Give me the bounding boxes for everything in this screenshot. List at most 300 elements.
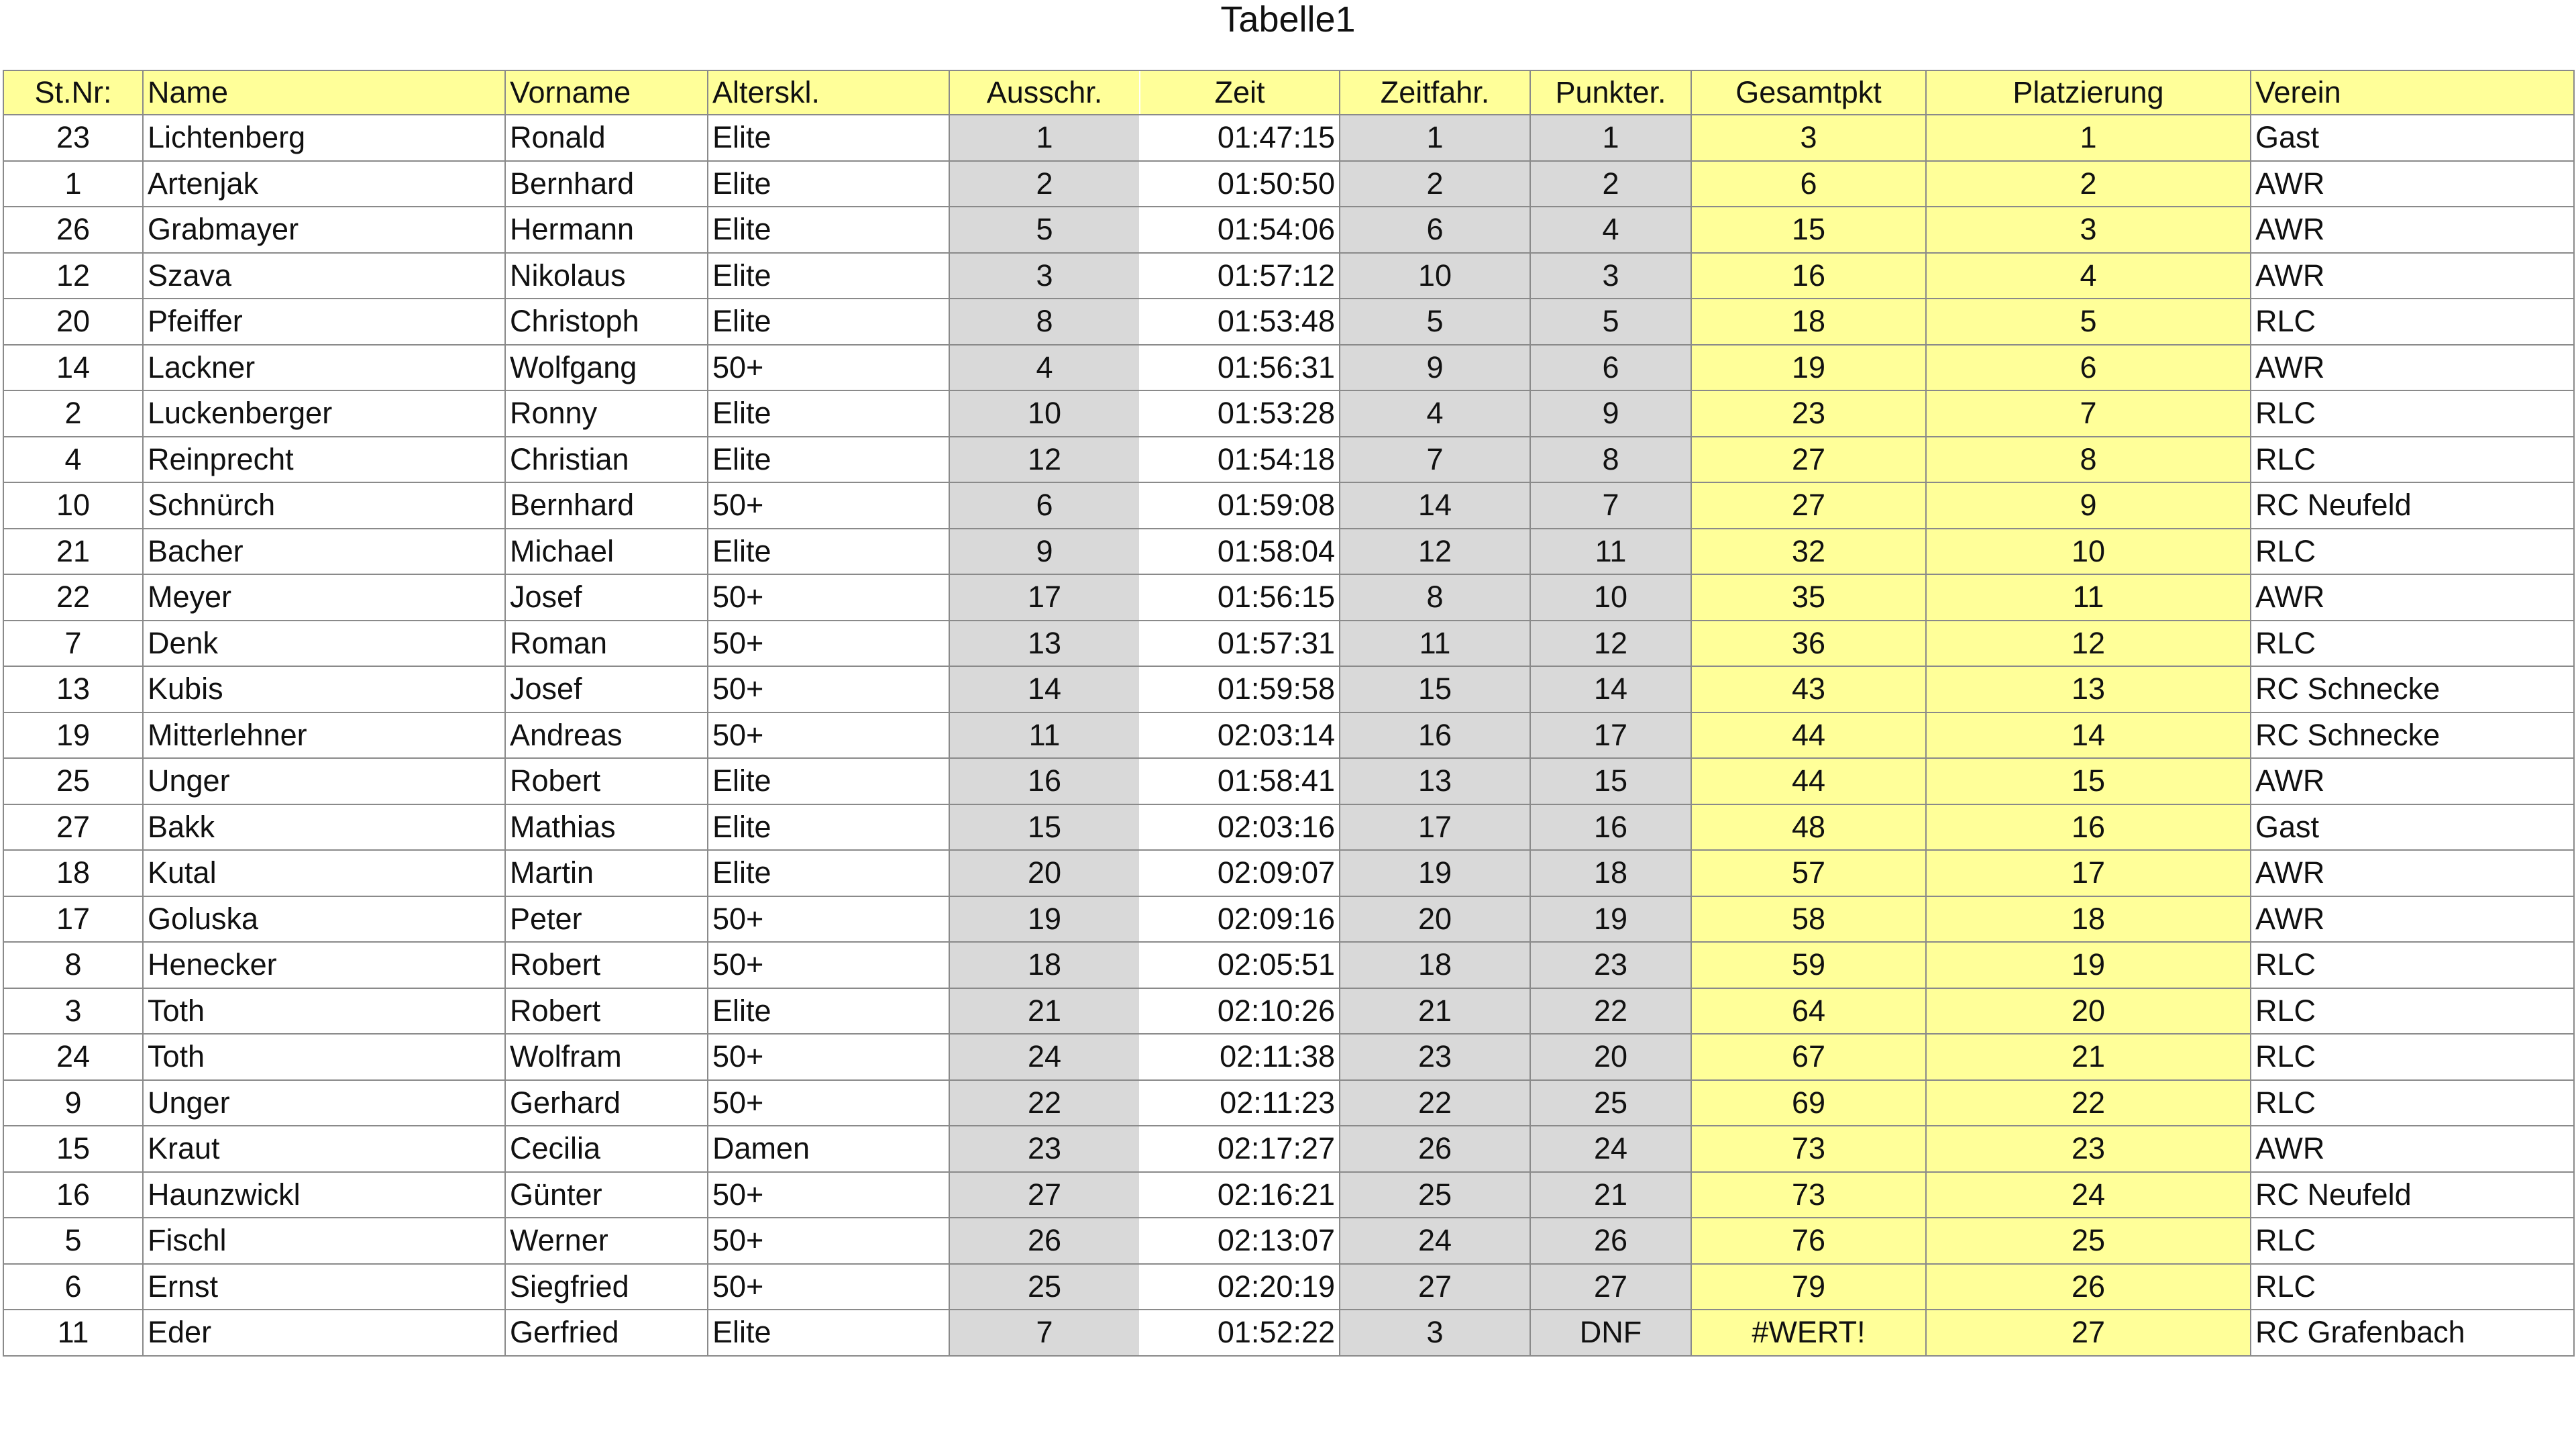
cell-name[interactable]: Mitterlehner — [143, 712, 505, 759]
cell-verein[interactable]: AWR — [2251, 574, 2574, 621]
cell-platzierung[interactable]: 26 — [1926, 1264, 2251, 1310]
cell-platzierung[interactable]: 1 — [1926, 115, 2251, 161]
cell-verein[interactable]: AWR — [2251, 850, 2574, 896]
cell-stnr[interactable]: 6 — [3, 1264, 143, 1310]
cell-alterskl[interactable]: Elite — [708, 988, 949, 1035]
cell-platzierung[interactable]: 19 — [1926, 942, 2251, 988]
cell-name[interactable]: Bacher — [143, 529, 505, 575]
cell-punkter[interactable]: 3 — [1530, 253, 1691, 299]
cell-stnr[interactable]: 7 — [3, 621, 143, 667]
cell-ausschr[interactable]: 14 — [949, 666, 1140, 712]
cell-ausschr[interactable]: 17 — [949, 574, 1140, 621]
cell-stnr[interactable]: 25 — [3, 758, 143, 804]
cell-vorname[interactable]: Gerhard — [505, 1080, 708, 1126]
cell-name[interactable]: Pfeiffer — [143, 299, 505, 345]
cell-zeitfahr[interactable]: 14 — [1340, 482, 1530, 529]
cell-ausschr[interactable]: 12 — [949, 437, 1140, 483]
cell-gesamtpkt[interactable]: 32 — [1691, 529, 1926, 575]
cell-vorname[interactable]: Günter — [505, 1172, 708, 1218]
cell-ausschr[interactable]: 3 — [949, 253, 1140, 299]
cell-zeit[interactable]: 01:53:28 — [1140, 390, 1340, 437]
cell-zeitfahr[interactable]: 16 — [1340, 712, 1530, 759]
cell-name[interactable]: Denk — [143, 621, 505, 667]
cell-gesamtpkt[interactable]: 48 — [1691, 804, 1926, 851]
cell-ausschr[interactable]: 21 — [949, 988, 1140, 1035]
cell-platzierung[interactable]: 4 — [1926, 253, 2251, 299]
cell-verein[interactable]: Gast — [2251, 804, 2574, 851]
cell-alterskl[interactable]: Elite — [708, 758, 949, 804]
cell-zeitfahr[interactable]: 7 — [1340, 437, 1530, 483]
cell-platzierung[interactable]: 17 — [1926, 850, 2251, 896]
cell-punkter[interactable]: 6 — [1530, 345, 1691, 391]
cell-alterskl[interactable]: Elite — [708, 207, 949, 253]
cell-zeit[interactable]: 02:17:27 — [1140, 1126, 1340, 1172]
cell-verein[interactable]: AWR — [2251, 161, 2574, 207]
cell-zeit[interactable]: 02:13:07 — [1140, 1218, 1340, 1264]
cell-gesamtpkt[interactable]: 73 — [1691, 1126, 1926, 1172]
cell-vorname[interactable]: Roman — [505, 621, 708, 667]
cell-punkter[interactable]: 12 — [1530, 621, 1691, 667]
cell-vorname[interactable]: Andreas — [505, 712, 708, 759]
cell-gesamtpkt[interactable]: 64 — [1691, 988, 1926, 1035]
cell-zeitfahr[interactable]: 8 — [1340, 574, 1530, 621]
cell-punkter[interactable]: 7 — [1530, 482, 1691, 529]
col-header-stnr[interactable]: St.Nr: — [3, 70, 143, 115]
cell-ausschr[interactable]: 19 — [949, 896, 1140, 943]
cell-stnr[interactable]: 17 — [3, 896, 143, 943]
col-header-ausschr[interactable]: Ausschr. — [949, 70, 1140, 115]
cell-alterskl[interactable]: 50+ — [708, 1264, 949, 1310]
cell-gesamtpkt[interactable]: 73 — [1691, 1172, 1926, 1218]
cell-alterskl[interactable]: Elite — [708, 253, 949, 299]
cell-verein[interactable]: RC Schnecke — [2251, 666, 2574, 712]
cell-name[interactable]: Toth — [143, 988, 505, 1035]
cell-ausschr[interactable]: 7 — [949, 1310, 1140, 1356]
cell-gesamtpkt[interactable]: 79 — [1691, 1264, 1926, 1310]
cell-stnr[interactable]: 3 — [3, 988, 143, 1035]
cell-vorname[interactable]: Robert — [505, 942, 708, 988]
cell-punkter[interactable]: 4 — [1530, 207, 1691, 253]
cell-platzierung[interactable]: 24 — [1926, 1172, 2251, 1218]
cell-platzierung[interactable]: 14 — [1926, 712, 2251, 759]
cell-zeit[interactable]: 01:50:50 — [1140, 161, 1340, 207]
cell-punkter[interactable]: 10 — [1530, 574, 1691, 621]
cell-ausschr[interactable]: 11 — [949, 712, 1140, 759]
cell-gesamtpkt[interactable]: 69 — [1691, 1080, 1926, 1126]
cell-zeitfahr[interactable]: 2 — [1340, 161, 1530, 207]
cell-stnr[interactable]: 1 — [3, 161, 143, 207]
cell-ausschr[interactable]: 23 — [949, 1126, 1140, 1172]
cell-punkter[interactable]: 9 — [1530, 390, 1691, 437]
cell-zeitfahr[interactable]: 27 — [1340, 1264, 1530, 1310]
cell-stnr[interactable]: 5 — [3, 1218, 143, 1264]
cell-punkter[interactable]: DNF — [1530, 1310, 1691, 1356]
cell-alterskl[interactable]: Elite — [708, 115, 949, 161]
cell-platzierung[interactable]: 27 — [1926, 1310, 2251, 1356]
cell-verein[interactable]: RC Neufeld — [2251, 482, 2574, 529]
cell-alterskl[interactable]: 50+ — [708, 482, 949, 529]
cell-gesamtpkt[interactable]: 3 — [1691, 115, 1926, 161]
cell-alterskl[interactable]: 50+ — [708, 666, 949, 712]
cell-alterskl[interactable]: Elite — [708, 529, 949, 575]
cell-platzierung[interactable]: 18 — [1926, 896, 2251, 943]
cell-alterskl[interactable]: 50+ — [708, 345, 949, 391]
cell-zeit[interactable]: 01:59:08 — [1140, 482, 1340, 529]
cell-punkter[interactable]: 16 — [1530, 804, 1691, 851]
cell-zeit[interactable]: 02:20:19 — [1140, 1264, 1340, 1310]
cell-gesamtpkt[interactable]: 16 — [1691, 253, 1926, 299]
cell-punkter[interactable]: 25 — [1530, 1080, 1691, 1126]
cell-name[interactable]: Lackner — [143, 345, 505, 391]
cell-zeitfahr[interactable]: 15 — [1340, 666, 1530, 712]
cell-ausschr[interactable]: 24 — [949, 1034, 1140, 1080]
cell-stnr[interactable]: 12 — [3, 253, 143, 299]
cell-ausschr[interactable]: 5 — [949, 207, 1140, 253]
cell-ausschr[interactable]: 26 — [949, 1218, 1140, 1264]
cell-gesamtpkt[interactable]: 27 — [1691, 437, 1926, 483]
cell-zeitfahr[interactable]: 4 — [1340, 390, 1530, 437]
cell-vorname[interactable]: Ronny — [505, 390, 708, 437]
cell-zeit[interactable]: 01:57:31 — [1140, 621, 1340, 667]
cell-name[interactable]: Goluska — [143, 896, 505, 943]
cell-vorname[interactable]: Josef — [505, 666, 708, 712]
cell-ausschr[interactable]: 8 — [949, 299, 1140, 345]
cell-verein[interactable]: AWR — [2251, 207, 2574, 253]
cell-platzierung[interactable]: 6 — [1926, 345, 2251, 391]
cell-vorname[interactable]: Siegfried — [505, 1264, 708, 1310]
cell-zeitfahr[interactable]: 25 — [1340, 1172, 1530, 1218]
col-header-gesamtpkt[interactable]: Gesamtpkt — [1691, 70, 1926, 115]
cell-punkter[interactable]: 27 — [1530, 1264, 1691, 1310]
cell-name[interactable]: Bakk — [143, 804, 505, 851]
cell-platzierung[interactable]: 11 — [1926, 574, 2251, 621]
cell-gesamtpkt[interactable]: 15 — [1691, 207, 1926, 253]
cell-name[interactable]: Haunzwickl — [143, 1172, 505, 1218]
cell-name[interactable]: Fischl — [143, 1218, 505, 1264]
cell-punkter[interactable]: 5 — [1530, 299, 1691, 345]
cell-stnr[interactable]: 18 — [3, 850, 143, 896]
cell-name[interactable]: Luckenberger — [143, 390, 505, 437]
cell-name[interactable]: Kraut — [143, 1126, 505, 1172]
cell-name[interactable]: Artenjak — [143, 161, 505, 207]
cell-zeit[interactable]: 01:57:12 — [1140, 253, 1340, 299]
cell-vorname[interactable]: Mathias — [505, 804, 708, 851]
cell-name[interactable]: Grabmayer — [143, 207, 505, 253]
cell-stnr[interactable]: 16 — [3, 1172, 143, 1218]
cell-vorname[interactable]: Hermann — [505, 207, 708, 253]
cell-zeitfahr[interactable]: 5 — [1340, 299, 1530, 345]
cell-alterskl[interactable]: 50+ — [708, 621, 949, 667]
cell-punkter[interactable]: 18 — [1530, 850, 1691, 896]
cell-zeitfahr[interactable]: 18 — [1340, 942, 1530, 988]
cell-stnr[interactable]: 11 — [3, 1310, 143, 1356]
cell-name[interactable]: Ernst — [143, 1264, 505, 1310]
cell-stnr[interactable]: 26 — [3, 207, 143, 253]
cell-zeitfahr[interactable]: 3 — [1340, 1310, 1530, 1356]
cell-verein[interactable]: RLC — [2251, 988, 2574, 1035]
cell-vorname[interactable]: Gerfried — [505, 1310, 708, 1356]
cell-verein[interactable]: Gast — [2251, 115, 2574, 161]
cell-gesamtpkt[interactable]: 36 — [1691, 621, 1926, 667]
cell-zeit[interactable]: 01:56:31 — [1140, 345, 1340, 391]
cell-gesamtpkt[interactable]: 19 — [1691, 345, 1926, 391]
cell-verein[interactable]: RLC — [2251, 1034, 2574, 1080]
cell-vorname[interactable]: Cecilia — [505, 1126, 708, 1172]
cell-stnr[interactable]: 27 — [3, 804, 143, 851]
cell-stnr[interactable]: 9 — [3, 1080, 143, 1126]
cell-gesamtpkt[interactable]: 44 — [1691, 758, 1926, 804]
cell-verein[interactable]: RLC — [2251, 299, 2574, 345]
cell-name[interactable]: Toth — [143, 1034, 505, 1080]
col-header-alterskl[interactable]: Alterskl. — [708, 70, 949, 115]
cell-verein[interactable]: RLC — [2251, 437, 2574, 483]
cell-vorname[interactable]: Wolfgang — [505, 345, 708, 391]
cell-alterskl[interactable]: Elite — [708, 1310, 949, 1356]
cell-stnr[interactable]: 21 — [3, 529, 143, 575]
cell-gesamtpkt[interactable]: 76 — [1691, 1218, 1926, 1264]
cell-alterskl[interactable]: Elite — [708, 299, 949, 345]
cell-name[interactable]: Unger — [143, 758, 505, 804]
cell-vorname[interactable]: Peter — [505, 896, 708, 943]
col-header-zeitfahr[interactable]: Zeitfahr. — [1340, 70, 1530, 115]
cell-punkter[interactable]: 1 — [1530, 115, 1691, 161]
cell-punkter[interactable]: 8 — [1530, 437, 1691, 483]
cell-zeit[interactable]: 01:56:15 — [1140, 574, 1340, 621]
cell-platzierung[interactable]: 10 — [1926, 529, 2251, 575]
cell-alterskl[interactable]: 50+ — [708, 712, 949, 759]
cell-alterskl[interactable]: Elite — [708, 804, 949, 851]
cell-platzierung[interactable]: 5 — [1926, 299, 2251, 345]
cell-ausschr[interactable]: 20 — [949, 850, 1140, 896]
cell-zeitfahr[interactable]: 21 — [1340, 988, 1530, 1035]
cell-zeitfahr[interactable]: 26 — [1340, 1126, 1530, 1172]
cell-vorname[interactable]: Robert — [505, 988, 708, 1035]
cell-stnr[interactable]: 4 — [3, 437, 143, 483]
cell-punkter[interactable]: 11 — [1530, 529, 1691, 575]
cell-zeitfahr[interactable]: 23 — [1340, 1034, 1530, 1080]
cell-platzierung[interactable]: 8 — [1926, 437, 2251, 483]
cell-name[interactable]: Unger — [143, 1080, 505, 1126]
cell-vorname[interactable]: Josef — [505, 574, 708, 621]
cell-alterskl[interactable]: 50+ — [708, 574, 949, 621]
cell-ausschr[interactable]: 22 — [949, 1080, 1140, 1126]
cell-gesamtpkt[interactable]: 35 — [1691, 574, 1926, 621]
cell-zeit[interactable]: 01:53:48 — [1140, 299, 1340, 345]
cell-ausschr[interactable]: 18 — [949, 942, 1140, 988]
col-header-verein[interactable]: Verein — [2251, 70, 2574, 115]
cell-verein[interactable]: AWR — [2251, 1126, 2574, 1172]
cell-verein[interactable]: RLC — [2251, 390, 2574, 437]
cell-zeitfahr[interactable]: 11 — [1340, 621, 1530, 667]
cell-stnr[interactable]: 19 — [3, 712, 143, 759]
cell-stnr[interactable]: 22 — [3, 574, 143, 621]
cell-zeit[interactable]: 01:52:22 — [1140, 1310, 1340, 1356]
cell-alterskl[interactable]: 50+ — [708, 1172, 949, 1218]
cell-punkter[interactable]: 26 — [1530, 1218, 1691, 1264]
cell-ausschr[interactable]: 16 — [949, 758, 1140, 804]
cell-stnr[interactable]: 14 — [3, 345, 143, 391]
cell-name[interactable]: Szava — [143, 253, 505, 299]
cell-ausschr[interactable]: 13 — [949, 621, 1140, 667]
cell-name[interactable]: Eder — [143, 1310, 505, 1356]
cell-punkter[interactable]: 19 — [1530, 896, 1691, 943]
cell-alterskl[interactable]: Elite — [708, 161, 949, 207]
col-header-platzierung[interactable]: Platzierung — [1926, 70, 2251, 115]
cell-punkter[interactable]: 20 — [1530, 1034, 1691, 1080]
cell-zeit[interactable]: 02:09:16 — [1140, 896, 1340, 943]
cell-verein[interactable]: RLC — [2251, 1264, 2574, 1310]
cell-zeit[interactable]: 02:05:51 — [1140, 942, 1340, 988]
cell-ausschr[interactable]: 9 — [949, 529, 1140, 575]
cell-ausschr[interactable]: 15 — [949, 804, 1140, 851]
cell-ausschr[interactable]: 4 — [949, 345, 1140, 391]
cell-punkter[interactable]: 2 — [1530, 161, 1691, 207]
cell-vorname[interactable]: Martin — [505, 850, 708, 896]
cell-stnr[interactable]: 24 — [3, 1034, 143, 1080]
cell-zeit[interactable]: 02:11:23 — [1140, 1080, 1340, 1126]
cell-verein[interactable]: AWR — [2251, 345, 2574, 391]
cell-gesamtpkt[interactable]: 44 — [1691, 712, 1926, 759]
cell-verein[interactable]: RLC — [2251, 1080, 2574, 1126]
cell-vorname[interactable]: Werner — [505, 1218, 708, 1264]
cell-platzierung[interactable]: 20 — [1926, 988, 2251, 1035]
cell-name[interactable]: Lichtenberg — [143, 115, 505, 161]
cell-verein[interactable]: AWR — [2251, 758, 2574, 804]
cell-verein[interactable]: RLC — [2251, 529, 2574, 575]
cell-zeit[interactable]: 01:58:41 — [1140, 758, 1340, 804]
cell-ausschr[interactable]: 27 — [949, 1172, 1140, 1218]
cell-vorname[interactable]: Ronald — [505, 115, 708, 161]
cell-ausschr[interactable]: 2 — [949, 161, 1140, 207]
cell-alterskl[interactable]: Elite — [708, 850, 949, 896]
cell-alterskl[interactable]: 50+ — [708, 1034, 949, 1080]
cell-stnr[interactable]: 2 — [3, 390, 143, 437]
cell-verein[interactable]: RLC — [2251, 621, 2574, 667]
cell-vorname[interactable]: Michael — [505, 529, 708, 575]
cell-name[interactable]: Kubis — [143, 666, 505, 712]
cell-zeit[interactable]: 01:54:18 — [1140, 437, 1340, 483]
cell-platzierung[interactable]: 21 — [1926, 1034, 2251, 1080]
cell-stnr[interactable]: 23 — [3, 115, 143, 161]
cell-name[interactable]: Schnürch — [143, 482, 505, 529]
cell-alterskl[interactable]: 50+ — [708, 942, 949, 988]
cell-zeitfahr[interactable]: 24 — [1340, 1218, 1530, 1264]
cell-gesamtpkt[interactable]: 58 — [1691, 896, 1926, 943]
cell-platzierung[interactable]: 15 — [1926, 758, 2251, 804]
cell-gesamtpkt[interactable]: 57 — [1691, 850, 1926, 896]
cell-zeit[interactable]: 01:54:06 — [1140, 207, 1340, 253]
col-header-zeit[interactable]: Zeit — [1140, 70, 1340, 115]
cell-platzierung[interactable]: 3 — [1926, 207, 2251, 253]
cell-stnr[interactable]: 20 — [3, 299, 143, 345]
cell-ausschr[interactable]: 6 — [949, 482, 1140, 529]
cell-verein[interactable]: RLC — [2251, 942, 2574, 988]
cell-zeitfahr[interactable]: 9 — [1340, 345, 1530, 391]
cell-alterskl[interactable]: 50+ — [708, 896, 949, 943]
cell-platzierung[interactable]: 16 — [1926, 804, 2251, 851]
cell-verein[interactable]: RLC — [2251, 1218, 2574, 1264]
cell-gesamtpkt[interactable]: 23 — [1691, 390, 1926, 437]
cell-platzierung[interactable]: 12 — [1926, 621, 2251, 667]
cell-ausschr[interactable]: 10 — [949, 390, 1140, 437]
cell-platzierung[interactable]: 13 — [1926, 666, 2251, 712]
cell-zeit[interactable]: 02:16:21 — [1140, 1172, 1340, 1218]
cell-zeit[interactable]: 02:11:38 — [1140, 1034, 1340, 1080]
cell-gesamtpkt[interactable]: 27 — [1691, 482, 1926, 529]
cell-alterskl[interactable]: Elite — [708, 437, 949, 483]
cell-vorname[interactable]: Bernhard — [505, 482, 708, 529]
cell-alterskl[interactable]: Elite — [708, 390, 949, 437]
cell-zeit[interactable]: 01:47:15 — [1140, 115, 1340, 161]
cell-zeit[interactable]: 02:03:14 — [1140, 712, 1340, 759]
cell-gesamtpkt[interactable]: #WERT! — [1691, 1310, 1926, 1356]
cell-gesamtpkt[interactable]: 59 — [1691, 942, 1926, 988]
cell-punkter[interactable]: 17 — [1530, 712, 1691, 759]
cell-verein[interactable]: RC Neufeld — [2251, 1172, 2574, 1218]
cell-name[interactable]: Henecker — [143, 942, 505, 988]
cell-verein[interactable]: RC Grafenbach — [2251, 1310, 2574, 1356]
cell-punkter[interactable]: 15 — [1530, 758, 1691, 804]
cell-zeitfahr[interactable]: 17 — [1340, 804, 1530, 851]
cell-zeit[interactable]: 01:58:04 — [1140, 529, 1340, 575]
cell-punkter[interactable]: 21 — [1530, 1172, 1691, 1218]
cell-zeit[interactable]: 02:09:07 — [1140, 850, 1340, 896]
cell-platzierung[interactable]: 9 — [1926, 482, 2251, 529]
cell-punkter[interactable]: 23 — [1530, 942, 1691, 988]
cell-ausschr[interactable]: 1 — [949, 115, 1140, 161]
cell-name[interactable]: Reinprecht — [143, 437, 505, 483]
cell-zeitfahr[interactable]: 22 — [1340, 1080, 1530, 1126]
cell-zeitfahr[interactable]: 20 — [1340, 896, 1530, 943]
cell-punkter[interactable]: 14 — [1530, 666, 1691, 712]
cell-platzierung[interactable]: 2 — [1926, 161, 2251, 207]
cell-vorname[interactable]: Bernhard — [505, 161, 708, 207]
cell-gesamtpkt[interactable]: 43 — [1691, 666, 1926, 712]
cell-stnr[interactable]: 15 — [3, 1126, 143, 1172]
cell-platzierung[interactable]: 23 — [1926, 1126, 2251, 1172]
cell-punkter[interactable]: 24 — [1530, 1126, 1691, 1172]
cell-name[interactable]: Meyer — [143, 574, 505, 621]
cell-gesamtpkt[interactable]: 6 — [1691, 161, 1926, 207]
cell-zeitfahr[interactable]: 13 — [1340, 758, 1530, 804]
cell-verein[interactable]: AWR — [2251, 253, 2574, 299]
cell-vorname[interactable]: Christian — [505, 437, 708, 483]
col-header-punkter[interactable]: Punkter. — [1530, 70, 1691, 115]
cell-platzierung[interactable]: 22 — [1926, 1080, 2251, 1126]
cell-platzierung[interactable]: 25 — [1926, 1218, 2251, 1264]
cell-alterskl[interactable]: 50+ — [708, 1218, 949, 1264]
cell-zeit[interactable]: 02:03:16 — [1140, 804, 1340, 851]
cell-zeitfahr[interactable]: 1 — [1340, 115, 1530, 161]
cell-zeit[interactable]: 01:59:58 — [1140, 666, 1340, 712]
cell-zeitfahr[interactable]: 19 — [1340, 850, 1530, 896]
cell-zeit[interactable]: 02:10:26 — [1140, 988, 1340, 1035]
cell-gesamtpkt[interactable]: 18 — [1691, 299, 1926, 345]
cell-vorname[interactable]: Wolfram — [505, 1034, 708, 1080]
cell-vorname[interactable]: Christoph — [505, 299, 708, 345]
cell-ausschr[interactable]: 25 — [949, 1264, 1140, 1310]
cell-zeitfahr[interactable]: 10 — [1340, 253, 1530, 299]
cell-verein[interactable]: AWR — [2251, 896, 2574, 943]
cell-punkter[interactable]: 22 — [1530, 988, 1691, 1035]
cell-zeitfahr[interactable]: 6 — [1340, 207, 1530, 253]
cell-zeitfahr[interactable]: 12 — [1340, 529, 1530, 575]
cell-verein[interactable]: RC Schnecke — [2251, 712, 2574, 759]
cell-alterskl[interactable]: Damen — [708, 1126, 949, 1172]
cell-vorname[interactable]: Robert — [505, 758, 708, 804]
cell-name[interactable]: Kutal — [143, 850, 505, 896]
cell-stnr[interactable]: 13 — [3, 666, 143, 712]
